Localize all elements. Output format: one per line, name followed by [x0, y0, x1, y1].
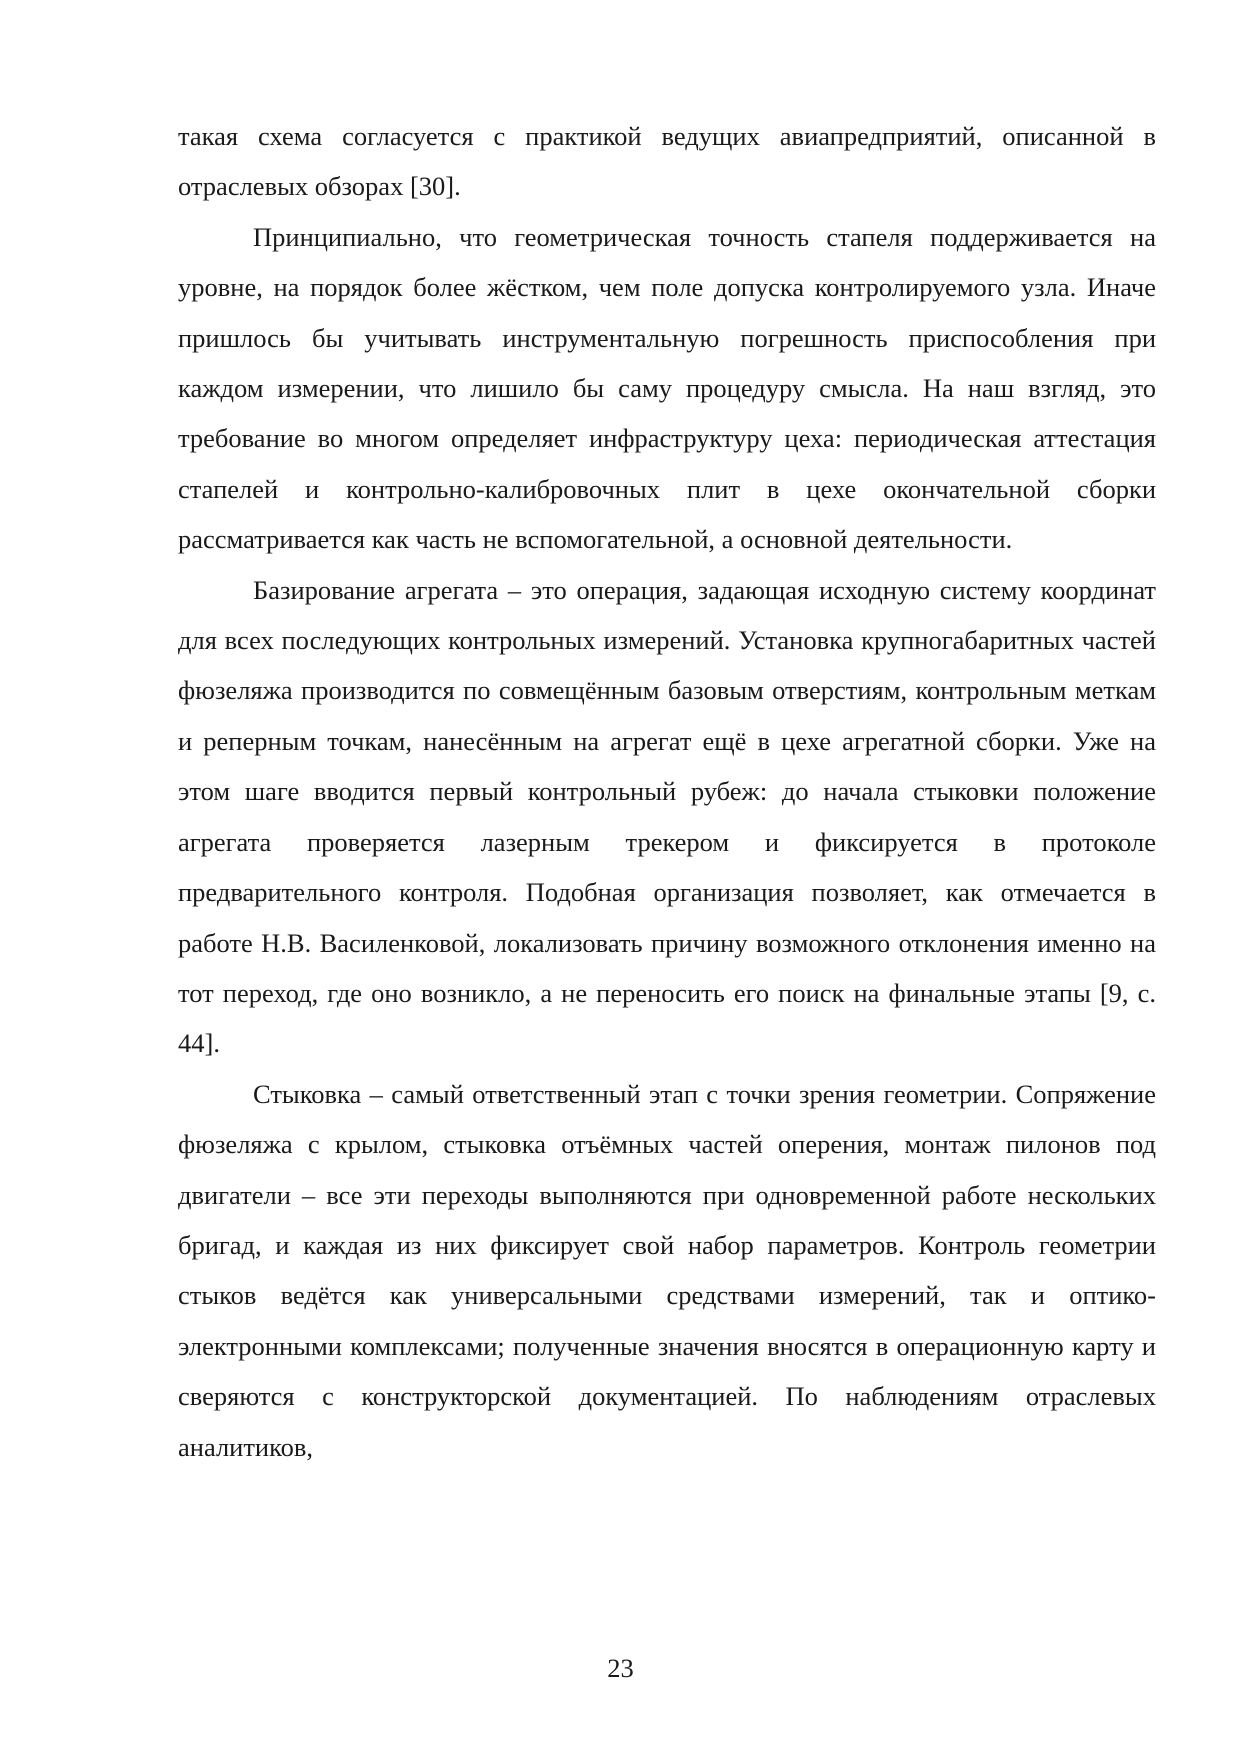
- paragraph-fixture-accuracy: Принципиально, что геометрическая точность стапеля поддерживается на уровне, на порядок более жёстком, чем поле допуска контролируемого узла. Иначе пришлось бы учитывать инструментальную погрешность приспособления при каждом измерении, что лишило бы саму процедуру смысла. На наш взгляд, это требование во многом определяет инфраструктуру цеха: периодическая аттестация стапелей и контрольно-калибровочных плит в цехе окончательной сборки рассматривается как часть не вспомогательной, а основной деятельности.: [178, 221, 1156, 555]
- paragraph-continuation: такая схема согласуется с практикой ведущих авиапредприятий, описанной в отраслевых обзорах [30].: [178, 121, 1156, 202]
- paragraph-basing: Базирование агрегата – это операция, задающая исходную систему координат для всех последующих контрольных измерений. Установка крупногабаритных частей фюзеляжа производится по совмещённым базовым отверстиям, контрольным меткам и реперным точкам, нанесённым на агрегат ещё в цехе агрегатной сборки. Уже на этом шаге вводится первый контрольный рубеж: до начала стыковки положение агрегата проверяется лазерным трекером и фиксируется в протоколе предварительного контроля. Подобная организация позволяет, как отмечается в работе Н.В. Василенковой, локализовать причину возможного отклонения именно на тот переход, где оно возникло, а не переносить его поиск на финальные этапы [9, с. 44].: [178, 574, 1156, 1059]
- body-text: [178, 111, 1156, 1472]
- paragraph-joining: Стыковка – самый ответственный этап с точки зрения геометрии. Сопряжение фюзеляжа с крылом, стыковка отъёмных частей оперения, монтаж пилонов под двигатели – все эти переходы выполняются при одновременной работе нескольких бригад, и каждая из них фиксирует свой набор параметров. Контроль геометрии стыков ведётся как универсальными средствами измерений, так и оптико-электронными комплексами; полученные значения вносятся в операционную карту и сверяются с конструкторской документацией. По наблюдениям отраслевых аналитиков,: [178, 1078, 1156, 1462]
- page-number: 23: [607, 1653, 634, 1683]
